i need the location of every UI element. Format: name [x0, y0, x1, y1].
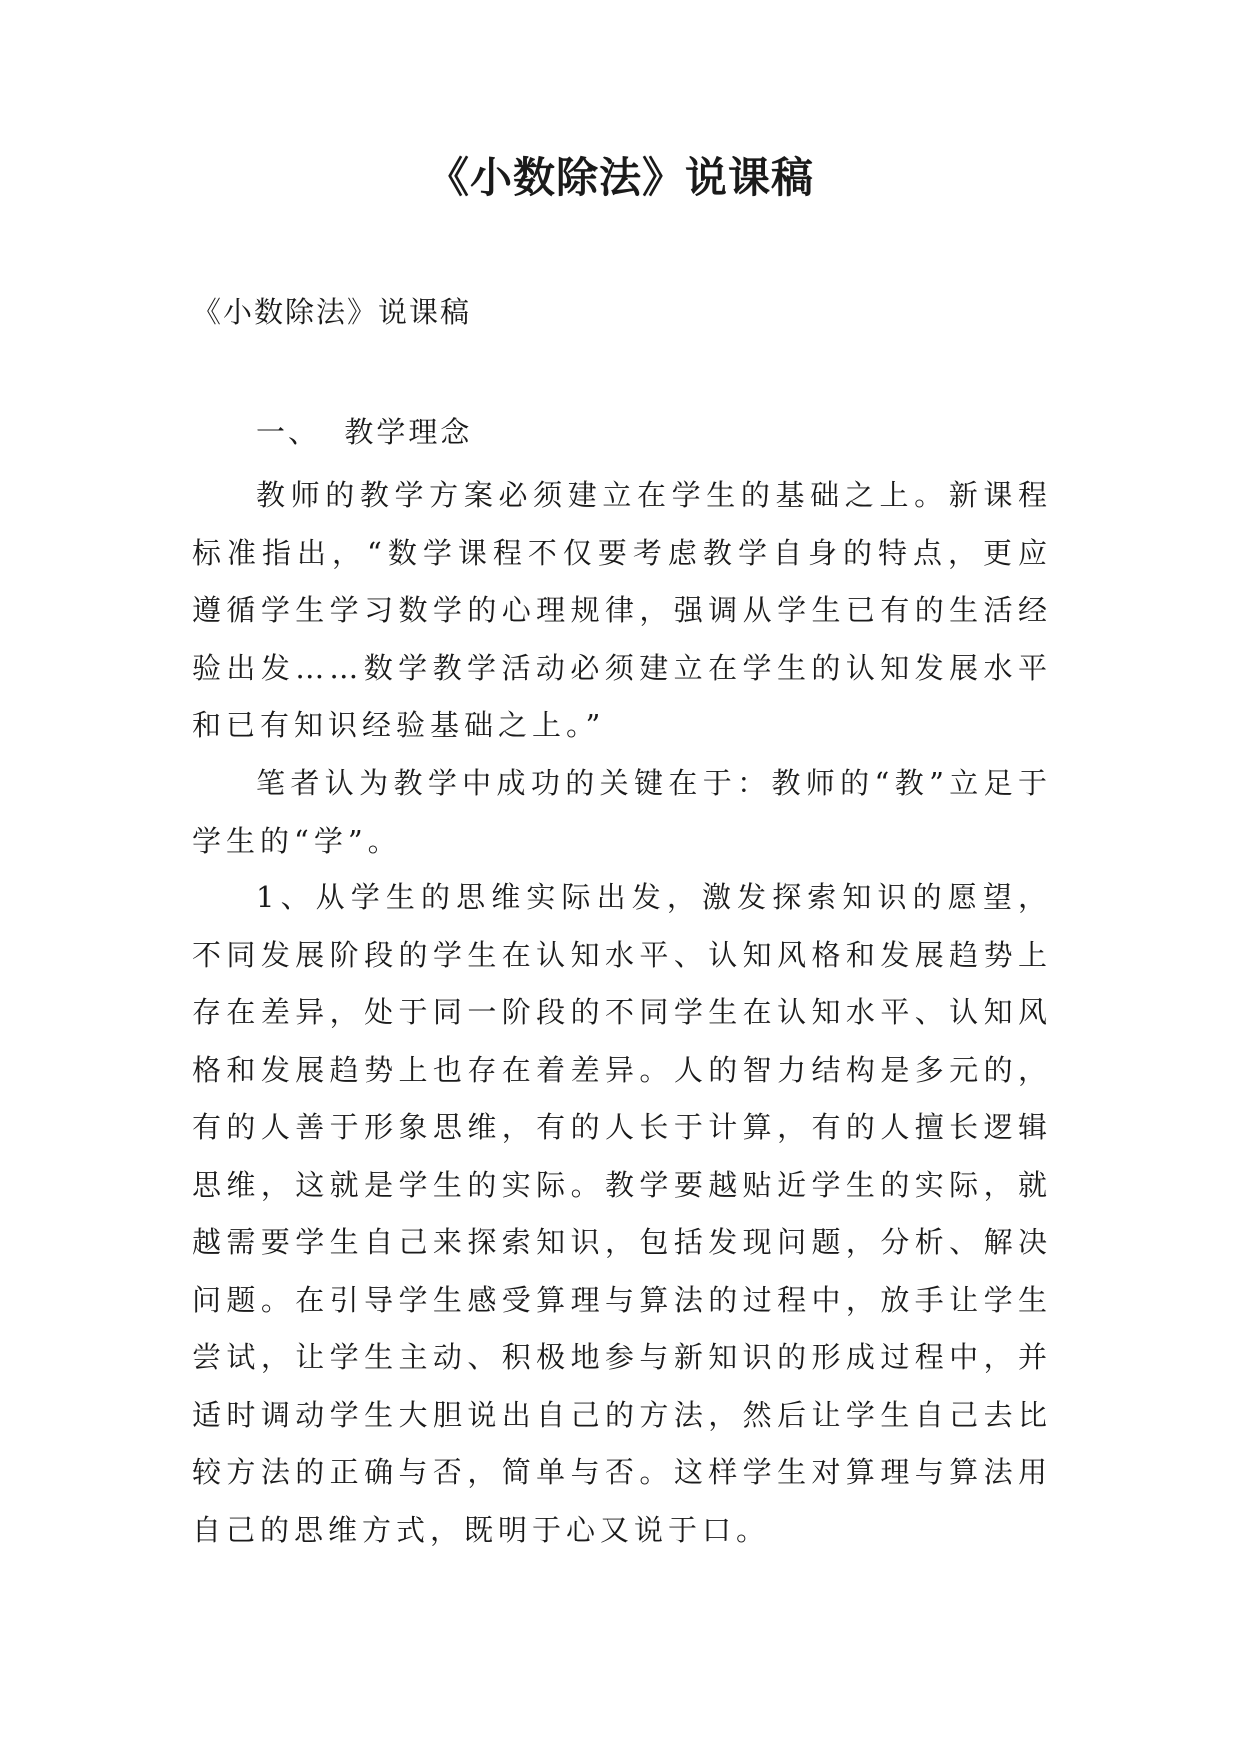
section-heading: 一、 教学理念	[256, 415, 473, 449]
paragraph-teaching-concept: 教师的教学方案必须建立在学生的基础之上。新课程标准指出，“数学课程不仅要考虑教学自身的特点，更应遵循学生学习数学的心理规律，强调从学生已有的生活经验出发……数学教学活动必须建立在学生的认知发展水平和已有知识经验基础之上。”	[192, 478, 1052, 742]
document-subtitle: 《小数除法》说课稿	[192, 295, 472, 329]
document-title: 《小数除法》说课稿	[426, 153, 814, 202]
paragraph-thinking-reality: 1、从学生的思维实际出发，激发探索知识的愿望，不同发展阶段的学生在认知水平、认知风格和发展趋势上存在差异，处于同一阶段的不同学生在认知水平、认知风格和发展趋势上也存在着差异。人的智力结构是多元的，有的人善于形象思维，有的人长于计算，有的人擅长逻辑思维，这就是学生的实际。教学要越贴近学生的实际，就越需要学生自己来探索知识，包括发现问题，分析、解决问题。在引导学生感受算理与算法的过程中，放手让学生尝试，让学生主动、积极地参与新知识的形成过程中，并适时调动学生大胆说出自己的方法，然后让学生自己去比较方法的正确与否，简单与否。这样学生对算理与算法用自己的思维方式，既明于心又说于口。	[192, 880, 1052, 1547]
paragraph-key-to-success: 笔者认为教学中成功的关键在于：教师的“教”立足于学生的“学”。	[192, 766, 1052, 858]
